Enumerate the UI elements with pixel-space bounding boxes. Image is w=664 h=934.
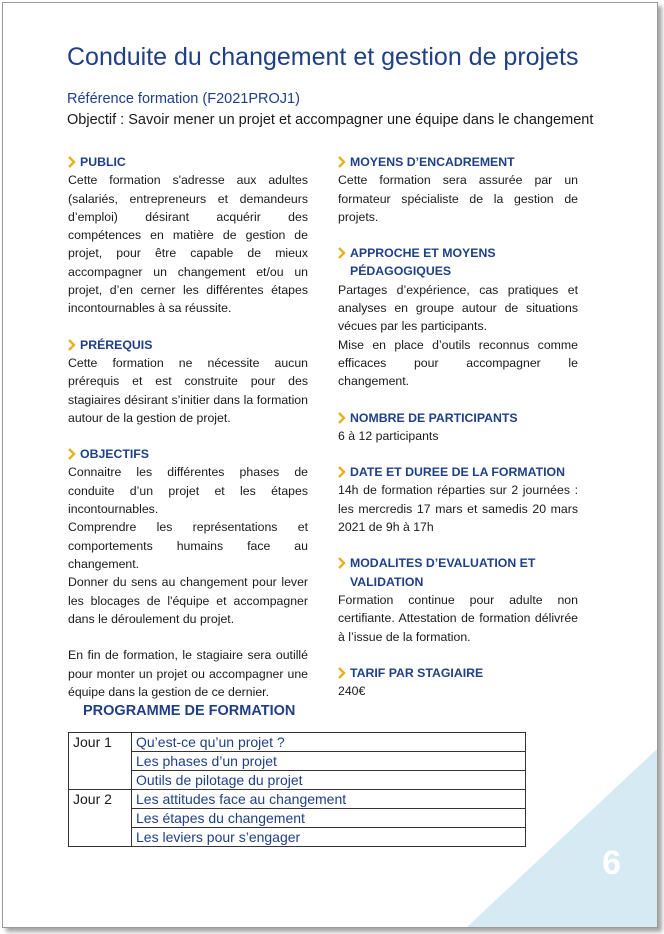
section-date-et-duree-de-la-formation	[338, 463, 578, 536]
programme-day: Jour 2	[69, 790, 132, 847]
section-heading	[68, 445, 308, 463]
section-paragraph: Cette formation ne nécessite aucun prérequis et est construite pour des stagiaires désirant s’initier dans la formation autour de la gestion de projet.	[68, 355, 308, 425]
section-heading-text: PRÉREQUIS	[80, 337, 153, 352]
section-public	[68, 153, 308, 318]
section-paragraph: Partages d’expérience, cas pratiques et analyses en groupe autour de situations vécues par les participants.	[338, 282, 578, 334]
section-body	[338, 481, 578, 536]
programme-day: Jour 1	[69, 733, 132, 790]
page-number: 6	[602, 844, 621, 882]
chevron-right-icon	[68, 339, 76, 351]
section-heading-text: MOYENS D’ENCADREMENT	[350, 155, 515, 169]
chevron-right-icon	[338, 466, 346, 478]
section-heading	[338, 664, 578, 682]
document-page	[2, 2, 658, 928]
section-paragraph: Connaitre les différentes phases de conduite d’un projet et les étapes incontournables.	[68, 465, 308, 517]
section-body	[338, 591, 578, 646]
section-heading-text: PUBLIC	[80, 155, 126, 169]
section-heading	[68, 153, 308, 171]
chevron-right-icon	[68, 448, 76, 460]
section-heading-text: OBJECTIFS	[80, 447, 150, 462]
section-heading	[338, 554, 578, 591]
programme-item: Les étapes du changement	[132, 809, 526, 828]
section-body	[68, 171, 308, 317]
section-heading	[338, 409, 578, 427]
page-title: Conduite du changement et gestion de projets	[67, 43, 579, 71]
section-paragraph: Comprendre les représentations et comportements humains face au changement.	[68, 520, 308, 571]
section-heading-text: DATE ET DUREE DE LA FORMATION	[350, 465, 565, 480]
programme-item: Les phases d’un projet	[132, 752, 526, 771]
section-heading	[338, 153, 578, 171]
chevron-right-icon	[338, 156, 346, 168]
table-row	[69, 809, 526, 828]
section-paragraph	[68, 628, 308, 646]
section-tarif-par-stagiaire	[338, 664, 578, 701]
section-heading	[338, 463, 578, 481]
chevron-right-icon	[68, 156, 76, 168]
chevron-right-icon	[338, 412, 346, 424]
section-heading	[68, 336, 308, 354]
table-row	[69, 771, 526, 790]
section-heading-text: MODALITES D’EVALUATION ET VALIDATION	[350, 556, 536, 589]
section-paragraph: En fin de formation, le stagiaire sera outillé pour monter un projet ou accompagner une équipe dans la gestion de ce dernier.	[68, 648, 308, 700]
table-row	[69, 733, 526, 752]
section-objectifs	[68, 445, 308, 701]
section-prerequis	[68, 336, 308, 427]
section-paragraph: 6 à 12 participants	[338, 428, 439, 443]
section-heading	[338, 244, 578, 281]
section-heading-text: NOMBRE DE PARTICIPANTS	[350, 410, 518, 425]
section-paragraph: Donner du sens au changement pour lever les blocages de l'équipe et accompagner dans le déroulement du projet.	[68, 575, 308, 626]
section-moyens-d-encadrement	[338, 153, 578, 226]
section-body	[338, 281, 578, 391]
section-modalites-d-evaluation-et-validation	[338, 554, 578, 645]
programme-item: Les leviers pour s’engager	[132, 828, 526, 847]
chevron-right-icon	[338, 247, 346, 259]
programme-table	[68, 732, 526, 847]
section-nombre-de-participants	[338, 409, 578, 446]
table-row	[69, 790, 526, 809]
table-row	[69, 752, 526, 771]
course-objective: Objectif : Savoir mener un projet et accompagner une équipe dans le changement	[67, 112, 594, 128]
section-paragraph: Cette formation s'adresse aux adultes (salariés, entrepreneurs et demandeurs d’emploi) désirant acquérir des compétences en matière de gestion de projet, pour être capable de mieux accompagner un changement et/ou un projet, d’en cerner les différentes étapes incontournables à sa réussite.	[68, 173, 308, 316]
left-column	[68, 153, 308, 719]
section-paragraph: 14h de formation réparties sur 2 journées : les mercredis 17 mars et samedis 20 mars 2021 de 9h à 17h	[338, 483, 578, 535]
section-paragraph: Mise en place d’outils reconnus comme efficaces pour accompagner le changement.	[338, 337, 578, 389]
programme-item: Qu’est-ce qu’un projet ?	[132, 733, 526, 752]
programme-title: PROGRAMME DE FORMATION	[83, 703, 296, 719]
section-body	[338, 427, 578, 445]
table-row	[69, 828, 526, 847]
section-paragraph: Cette formation sera assurée par un formateur spécialiste de la gestion de projets.	[338, 173, 578, 224]
section-paragraph: Formation continue pour adulte non certifiante. Attestation de formation délivrée à l’issue de la formation.	[338, 592, 578, 644]
section-body	[68, 354, 308, 427]
programme-item: Outils de pilotage du projet	[132, 771, 526, 790]
right-column	[338, 153, 578, 718]
section-body	[338, 682, 578, 700]
section-paragraph: 240€	[338, 684, 366, 699]
section-body	[68, 463, 308, 701]
course-reference: Référence formation (F2021PROJ1)	[67, 91, 300, 107]
section-body	[338, 171, 578, 226]
chevron-right-icon	[338, 667, 346, 679]
chevron-right-icon	[338, 557, 346, 569]
section-heading-text: APPROCHE ET MOYENS PÉDAGOGIQUES	[350, 246, 496, 279]
section-heading-text: TARIF PAR STAGIAIRE	[350, 665, 484, 680]
programme-item: Les attitudes face au changement	[132, 790, 526, 809]
section-approche-et-moyens-pedagogiques	[338, 244, 578, 390]
